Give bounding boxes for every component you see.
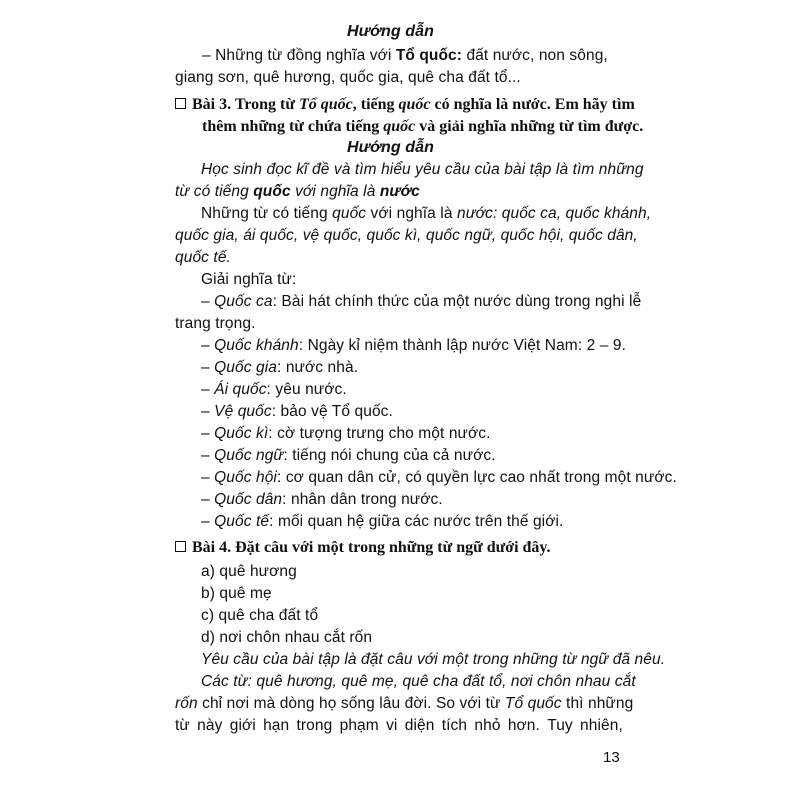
exercise-4-title: Bài 4. Đặt câu với một trong những từ ngữ dưới đây.: [175, 538, 551, 558]
guide-intro-1: Học sinh đọc kĩ đề và tìm hiểu yêu cầu của bài tập là tìm những: [201, 161, 644, 178]
definition-item: – Quốc ca: Bài hát chính thức của một nước dùng trong nghi lễ: [201, 293, 642, 310]
explanation-label: Giải nghĩa từ:: [201, 271, 297, 288]
requirement-text: Yêu cầu của bài tập là đặt câu với một trong những từ ngữ đã nêu.: [201, 651, 666, 668]
definition-item: – Quốc gia: nước nhà.: [201, 359, 359, 376]
page-number: 13: [603, 749, 620, 766]
guide-intro-2: từ có tiếng quốc với nghĩa là nước: [175, 183, 420, 200]
option-item: a) quê hương: [201, 563, 297, 580]
definition-item-cont: trang trọng.: [175, 315, 256, 332]
definition-item: – Ái quốc: yêu nước.: [201, 381, 347, 398]
definition-item: – Quốc hội: cơ quan dân cử, có quyền lực cao nhất trong một nước.: [201, 469, 677, 486]
word-list-2: quốc gia, ái quốc, vệ quốc, quốc kì, quốc ngữ, quốc hội, quốc dân,: [175, 227, 638, 244]
definition-item: – Quốc ngữ: tiếng nói chung của cả nước.: [201, 447, 496, 464]
checkbox-icon: [175, 541, 186, 552]
option-item: d) nơi chôn nhau cắt rốn: [201, 629, 373, 646]
paragraph-line-1: Các từ: quê hương, quê mẹ, quê cha đất tổ, nơi chôn nhau cắt: [201, 673, 636, 690]
definition-item: – Quốc kì: cờ tượng trưng cho một nước.: [201, 425, 491, 442]
word-list-3: quốc tế.: [175, 249, 231, 266]
synonyms-line-2: giang sơn, quê hương, quốc gia, quê cha đất tổ...: [175, 69, 521, 86]
synonyms-line-1: – Những từ đồng nghĩa với Tổ quốc: đất nước, non sông,: [202, 47, 608, 64]
definition-item: – Vệ quốc: bảo vệ Tổ quốc.: [201, 403, 393, 420]
definition-item: – Quốc tế: mối quan hệ giữa các nước trên thế giới.: [201, 513, 564, 530]
definition-item: – Quốc dân: nhân dân trong nước.: [201, 491, 443, 508]
exercise-3-title: Bài 3. Trong từ Tổ quốc, tiếng quốc có nghĩa là nước. Em hãy tìm: [175, 95, 635, 115]
paragraph-line-2: rốn chỉ nơi mà dòng họ sống lâu đời. So với từ Tổ quốc thì những: [175, 695, 634, 712]
checkbox-icon: [175, 98, 186, 109]
option-item: b) quê mẹ: [201, 585, 272, 602]
option-item: c) quê cha đất tổ: [201, 607, 319, 624]
exercise-3-title-cont: thêm những từ chứa tiếng quốc và giải nghĩa những từ tìm được.: [202, 118, 644, 135]
word-list-1: Những từ có tiếng quốc với nghĩa là nước: quốc ca, quốc khánh,: [201, 205, 652, 222]
definition-item: – Quốc khánh: Ngày kỉ niệm thành lập nước Việt Nam: 2 – 9.: [201, 337, 627, 354]
section-heading: Hướng dẫn: [347, 23, 435, 40]
guide-heading: Hướng dẫn: [347, 139, 435, 156]
paragraph-line-3: từ này giới hạn trong phạm vi diện tích nhỏ hơn. Tuy nhiên,: [175, 717, 623, 734]
